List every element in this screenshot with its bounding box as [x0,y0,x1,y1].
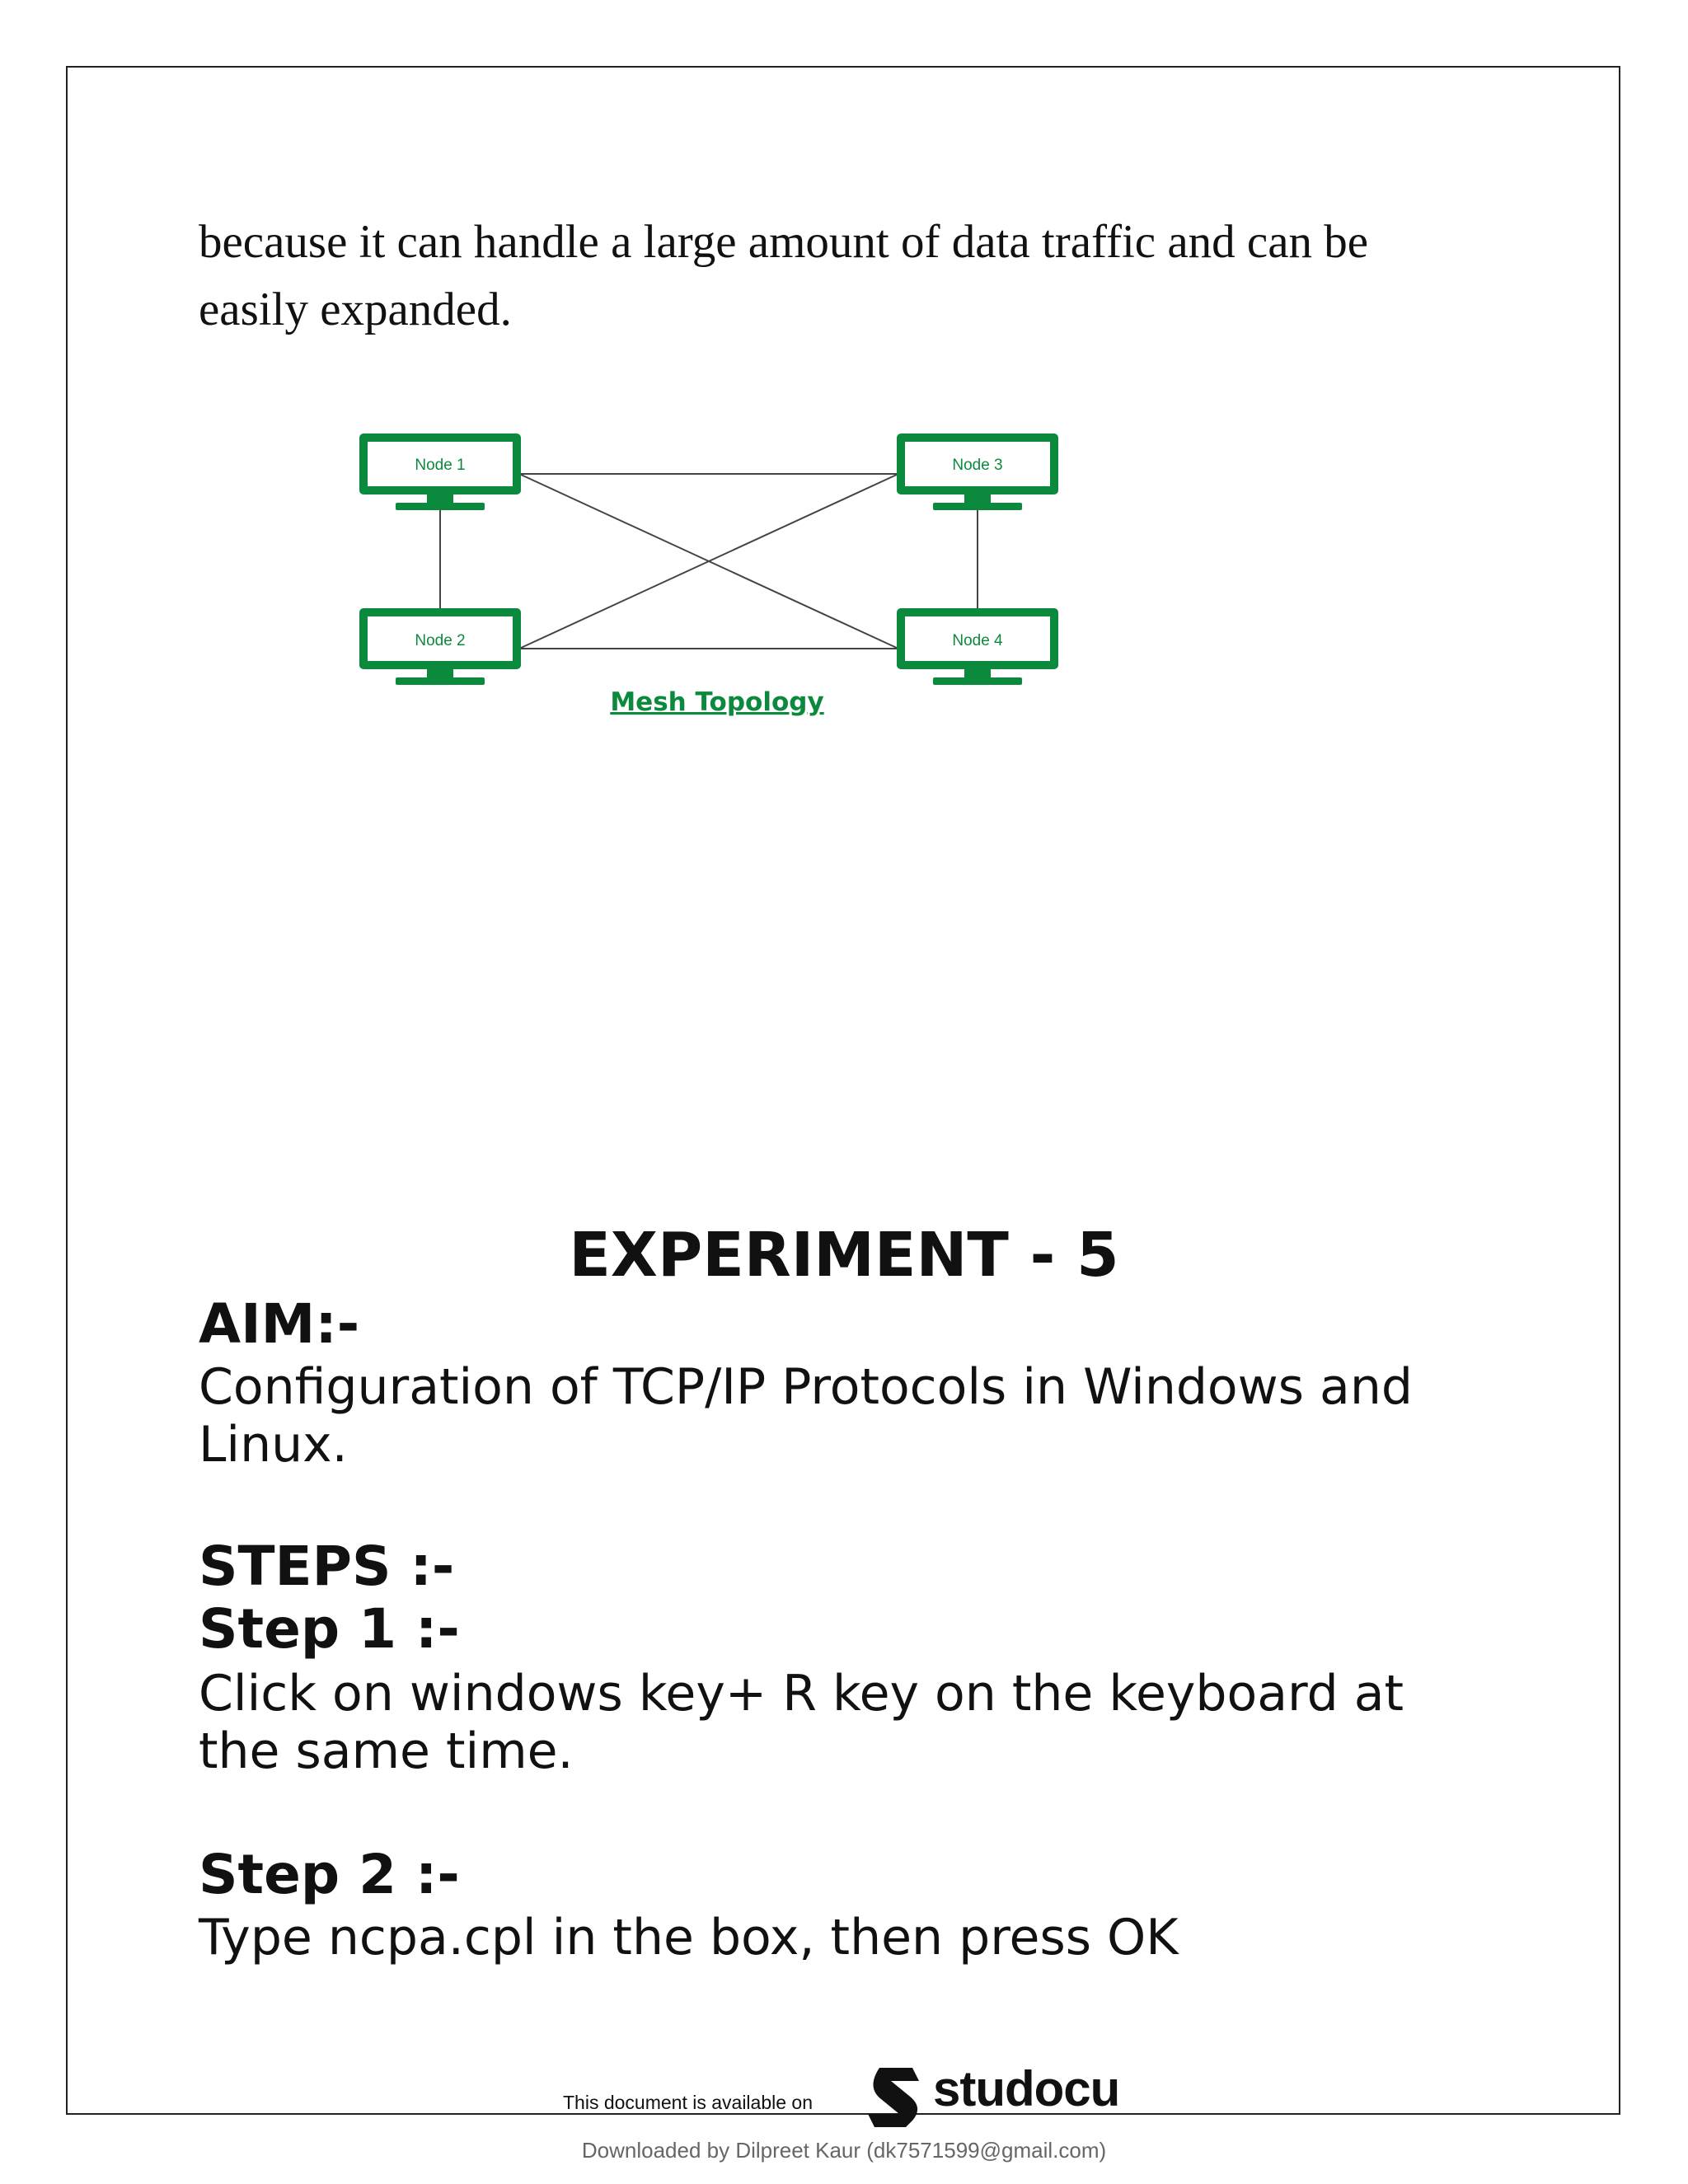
step-2-text: Type ncpa.cpl in the box, then press OK [199,1909,1179,1966]
node-4-label: Node 4 [952,632,1003,649]
studocu-logo-icon[interactable] [861,2063,929,2130]
step-2-heading: Step 2 :- [199,1843,460,1906]
node-4-monitor [897,608,1058,685]
node-1-monitor [359,434,521,510]
aim-heading: AIM:- [199,1292,360,1356]
experiment-title: EXPERIMENT - 5 [569,1220,1119,1291]
node-2-monitor [359,608,521,685]
step-1-line-2: the same time. [199,1722,574,1780]
step-1-line-1: Click on windows key+ R key on the keyboard at [199,1665,1404,1722]
studocu-brand[interactable]: studocu [933,2061,1120,2116]
aim-line-1: Configuration of TCP/IP Protocols in Windows and [199,1358,1413,1416]
available-on-text: This document is available on [563,2092,813,2113]
intro-line-2: easily expanded. [199,284,512,335]
node-2-label: Node 2 [415,632,466,649]
node-3-label: Node 3 [952,457,1003,474]
steps-heading: STEPS :- [199,1535,455,1598]
step-1-heading: Step 1 :- [199,1597,460,1661]
intro-paragraph [199,209,1517,344]
page-border [66,66,1620,2115]
node-1-label: Node 1 [415,457,466,474]
mesh-topology-diagram [330,412,1088,733]
intro-line-1: because it can handle a large amount of data traffic and can be [199,216,1369,268]
diagram-caption: Mesh Topology [610,687,824,717]
node-3-monitor [897,434,1058,510]
downloaded-by: Downloaded by Dilpreet Kaur (dk7571599@gmail.com) [581,2138,1107,2163]
aim-line-2: Linux. [199,1416,348,1474]
